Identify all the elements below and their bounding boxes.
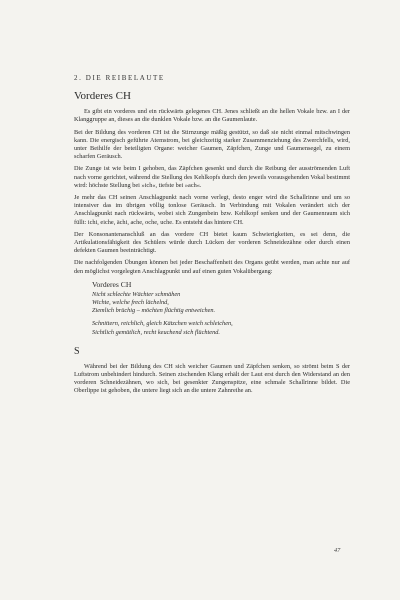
paragraph-zunge: Die Zunge ist wie beim I gehoben, das Zäpfchen gesenkt und durch die Reibung der ausströmenden Luft nach vorne gerichtet, während die Stellung des Kehlkopfs durch den jeweils vorausgehenden Vokal bestimmt wird: höchste Stellung bei »ich«, tiefste bei »ach«. — [74, 165, 350, 189]
chapter-heading: 2. DIE REIBELAUTE — [74, 74, 165, 82]
section-title-s: S — [74, 345, 80, 357]
paragraph-s: Während bei der Bildung des CH sich weicher Gaumen und Zäpfchen senken, so strömt beim S der Luftstrom unbehindert hindurch. Seinen zischenden Klang erhält der Laut erst durch den Widerstand an den vorderen Schneidezähnen, wo sich, bei gesenkter Zungenspitze, eine schmale Schallrinne bildet. Die Oberlippe ist gehoben, die untere liegt sich an die untere Zahnreihe an. — [74, 362, 350, 395]
paragraph-intro: Es gibt ein vorderes und ein rückwärts gelegenes CH. Jenes schließt an die hellen Vokale bzw. an I der Klanggruppe an, dieses an die dunklen Vokale bzw. an die Gaumenlaute. — [74, 108, 350, 124]
exercise-line: Wichte, welche frech lächelnd, — [92, 299, 169, 307]
exercise-title: Vorderes CH — [92, 279, 132, 289]
exercise-group-2 — [92, 320, 350, 336]
paragraph-anschlagpunkt: Je mehr das CH seinen Anschlagpunkt nach vorne verlegt, desto enger wird die Schallrinne und um so intensiver das im übrigen völlig tonlose Geräusch. In Verbindung mit Vokalen verändert sich der Anschlagpunkt nach rückwärts, wobei sich Zungenbein bzw. Kehlkopf senken und der Gaumenraum sich füllt: ichi, eiche, ächi, ache, oche, uche. Es entsteht das hintere CH. — [74, 194, 350, 226]
paragraph-konsonantenanschluss: Der Konsonantenanschluß an das vordere CH bietet kaum Schwierigkeiten, es sei denn, die Artikulationsfähigkeit des Schülers würde durch Lücken der vorderen Schneidezähne oder durch einen defekten Gaumen beeinträchtigt. — [74, 230, 350, 255]
section-title-vorderes-ch: Vorderes CH — [74, 90, 131, 103]
paragraph-uebungen: Die nachfolgenden Übungen können bei jeder Beschaffenheit des Organs geübt werden, man achte nur auf den möglichst vorgelegten Anschlagpunkt und auf einen guten Vokalübergang: — [74, 259, 350, 275]
exercise-line: Nicht schlechte Wächter schmähen — [92, 290, 181, 298]
exercise-group-1 — [92, 291, 350, 316]
exercise-line: Schnittern, reichlich, gleich Kätzchen weich schleichen, — [92, 320, 233, 328]
exercise-line: Sichtlich gemütlich, recht keuchend sich flüchtend. — [92, 328, 220, 336]
exercise-line: Ziemlich brüchig – möchten flüchtig entweichen. — [92, 307, 216, 315]
exercise-block — [92, 280, 350, 337]
paragraph-bildung: Bei der Bildung des vorderen CH ist die Stirnzunge mäßig gestützt, so daß sie nicht einmal mitschwingen kann. Die energisch geführte Atemstrom, bei gleichzeitig starker Zusammenziehung des Zwerchfells, wird, unter Beihilfe der beteiligten Organe: weicher Gaumen, Zäpfchen, Zunge und Gaumensegel, zu einem scharfen Geräusch. — [74, 128, 350, 161]
page-content — [74, 74, 350, 400]
page-number: 47 — [334, 547, 341, 554]
